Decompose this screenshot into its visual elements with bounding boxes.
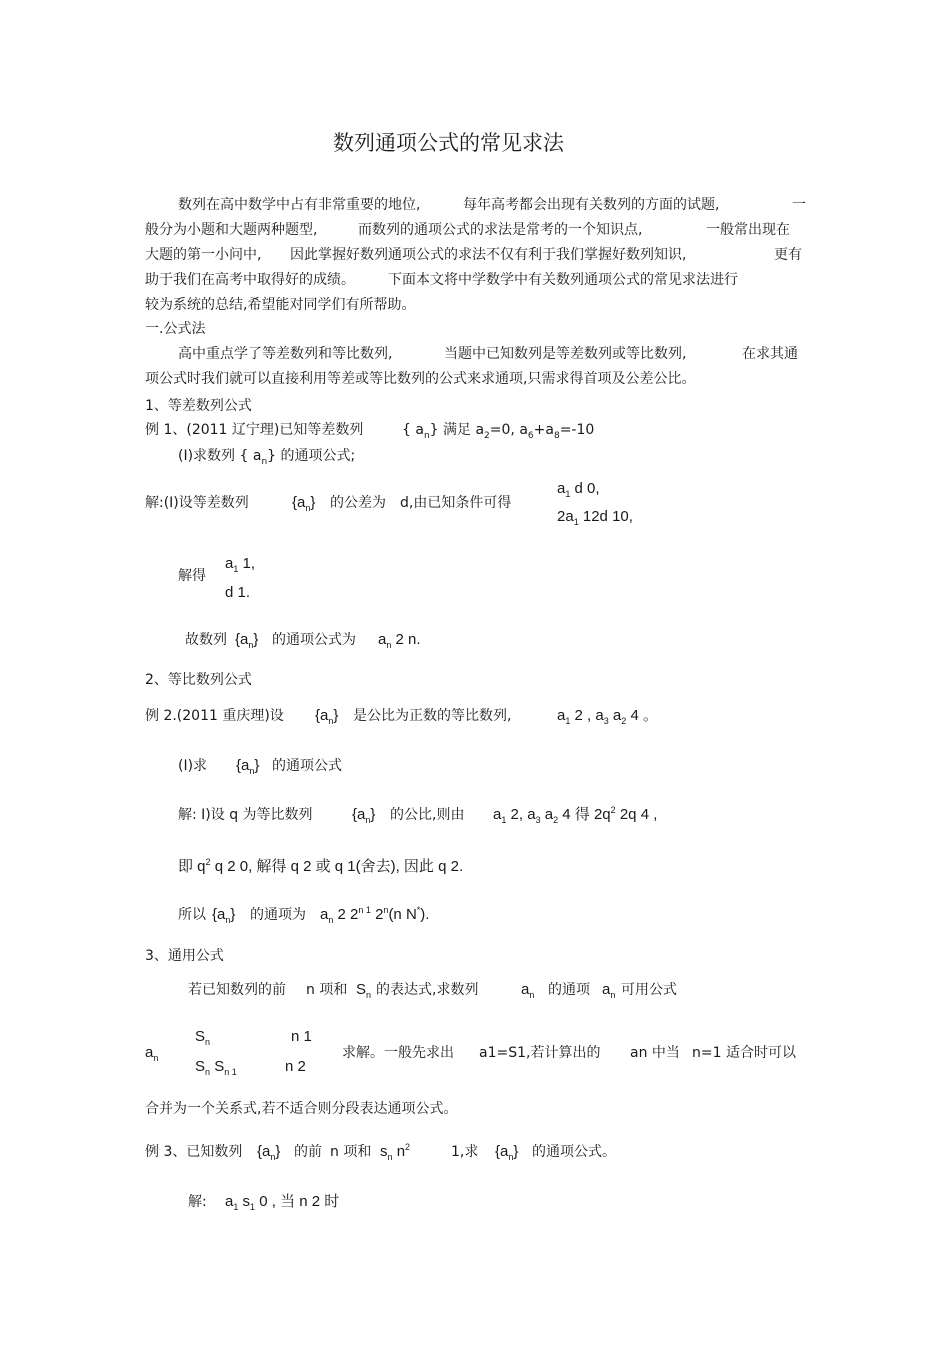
solution-text: 所以 bbox=[178, 907, 206, 923]
equation: $S_n$ bbox=[356, 981, 372, 1000]
intro-line: 较为系统的总结,希望能对同学们有所帮助。 bbox=[145, 297, 416, 313]
sequence-symbol: $\{a_n\}$ bbox=[292, 494, 316, 513]
subsection-heading: 3、通用公式 bbox=[145, 948, 224, 964]
paragraph-line: 合并为一个关系式,若不适合则分段表达通项公式。 bbox=[145, 1101, 458, 1117]
sequence-symbol: $\{a_n\}$ bbox=[495, 1143, 519, 1162]
solution-label: 解:(I)设等差数列 bbox=[145, 495, 249, 511]
formula-condition: n 1 bbox=[291, 1028, 312, 1045]
formula-condition: n 2 bbox=[285, 1058, 306, 1075]
example-label: 例 3、已知数列 bbox=[145, 1144, 243, 1160]
sequence-symbol: $\{a_n\}$ bbox=[236, 757, 260, 776]
solution-text: 的通项为 bbox=[250, 907, 306, 923]
sequence-symbol: $\{a_n\}$ bbox=[315, 707, 339, 726]
example-label: 例 2.(2011 重庆理)设 bbox=[145, 708, 284, 724]
intro-line: 般分为小题和大题两种题型, bbox=[145, 222, 318, 238]
solution-text: d,由已知条件可得 bbox=[400, 495, 512, 511]
equation: $a_n$ bbox=[521, 981, 535, 1000]
solution-label: 解: bbox=[188, 1194, 207, 1210]
question-text: (I)求数列 { $a_n$} 的通项公式; bbox=[178, 448, 356, 467]
paragraph-line: 高中重点学了等差数列和等比数列, bbox=[178, 346, 393, 362]
paragraph-line: n 项和 bbox=[306, 982, 348, 998]
example-text: { $a_n$} 满足 $a_2=0$, $a_6+a_8=-10$ bbox=[402, 422, 595, 441]
intro-line: 一般常出现在 bbox=[706, 222, 790, 238]
paragraph-line: 在求其通 bbox=[742, 346, 798, 362]
paragraph-line: 的表达式,求数列 bbox=[376, 982, 479, 998]
intro-line: 下面本文将中学数学中有关数列通项公式的常见求法进行 bbox=[388, 272, 738, 288]
example-text: 是公比为正数的等比数列, bbox=[353, 708, 512, 724]
paragraph-line: 若已知数列的前 bbox=[188, 982, 286, 998]
equation: $a_1$ 2 , $a_3$ $a_2$ 4 。 bbox=[557, 707, 658, 726]
equation: $s_n$ $n^2$ bbox=[380, 1142, 411, 1162]
intro-line: 而数列的通项公式的求法是常考的一个知识点, bbox=[358, 222, 643, 238]
paragraph-line: an 中当 bbox=[630, 1045, 680, 1061]
solution-text: 解得 bbox=[178, 568, 206, 584]
formula-case: $S_n$ $S_{n 1}$ bbox=[195, 1058, 237, 1077]
equation: $a_1$ d 0, bbox=[557, 480, 600, 499]
equation: d 1. bbox=[225, 584, 251, 601]
example-text: 的通项公式。 bbox=[532, 1144, 616, 1160]
sequence-symbol: $\{a_n\}$ bbox=[235, 631, 259, 650]
equation: $a_1$ $s_1$ 0 , 当 n 2 时 bbox=[225, 1193, 340, 1212]
equation: $a_1$ 1, bbox=[225, 555, 256, 574]
intro-line: 因此掌握好数列通项公式的求法不仅有利于我们掌握好数列知识, bbox=[290, 247, 687, 263]
paragraph-line: 的通项 bbox=[548, 982, 590, 998]
example-text: 的前 bbox=[294, 1144, 322, 1160]
intro-line: 助于我们在高考中取得好的成绩。 bbox=[145, 272, 355, 288]
intro-line: 每年高考都会出现有关数列的方面的试题, bbox=[463, 197, 720, 213]
equation: $a_n$ bbox=[602, 981, 616, 1000]
page-title: 数列通项公式的常见求法 bbox=[333, 131, 564, 155]
paragraph-line: 项公式时我们就可以直接利用等差或等比数列的公式来求通项,只需求得首项及公差公比。 bbox=[145, 371, 696, 387]
intro-line: 大题的第一小问中, bbox=[145, 247, 262, 263]
equation: $2a_1$ 12d 10, bbox=[557, 508, 633, 527]
intro-line: 一 bbox=[792, 197, 806, 213]
question-text: 的通项公式 bbox=[272, 758, 342, 774]
question-text: (I)求 bbox=[178, 758, 208, 774]
solution-label: 解: I)设 q 为等比数列 bbox=[178, 807, 313, 823]
paragraph-line: 求解。一般先求出 bbox=[342, 1045, 454, 1061]
formula-case: $S_n$ bbox=[195, 1028, 211, 1047]
paragraph-line: a1=S1,若计算出的 bbox=[479, 1045, 601, 1061]
conclusion-text: 故数列 bbox=[185, 632, 227, 648]
equation: $a_1$ 2, $a_3$ $a_2$ 4 得 $2q^2$ 2q 4 , bbox=[493, 805, 658, 825]
subsection-heading: 2、等比数列公式 bbox=[145, 672, 252, 688]
subsection-heading: 1、等差数列公式 bbox=[145, 398, 252, 414]
example-text: n 项和 bbox=[330, 1144, 372, 1160]
equation: $a_n$ 2 $2^{n 1}$ 2$^n$(n N*). bbox=[320, 905, 430, 925]
sequence-symbol: $\{a_n\}$ bbox=[352, 806, 376, 825]
sequence-symbol: $\{a_n\}$ bbox=[257, 1143, 281, 1162]
intro-line: 更有 bbox=[774, 247, 802, 263]
equation: $a_n$ 2 n. bbox=[378, 631, 421, 650]
paragraph-line: n=1 适合时可以 bbox=[692, 1045, 796, 1061]
sequence-symbol: $\{a_n\}$ bbox=[212, 906, 236, 925]
formula-lhs: $a_n$ bbox=[145, 1044, 159, 1063]
intro-line: 数列在高中数学中占有非常重要的地位, bbox=[178, 197, 421, 213]
solution-text: 的公差为 bbox=[330, 495, 386, 511]
example-label: 例 1、(2011 辽宁理)已知等差数列 bbox=[145, 422, 364, 438]
solution-text: 的公比,则由 bbox=[390, 807, 465, 823]
paragraph-line: 可用公式 bbox=[621, 982, 677, 998]
conclusion-text: 的通项公式为 bbox=[272, 632, 356, 648]
paragraph-line: 当题中已知数列是等差数列或等比数列, bbox=[444, 346, 687, 362]
equation: 即 $q^2$ q 2 0, 解得 q 2 或 q 1(舍去), 因此 q 2. bbox=[178, 857, 464, 875]
section-heading: 一.公式法 bbox=[145, 321, 206, 337]
example-text: 1,求 bbox=[451, 1144, 479, 1160]
